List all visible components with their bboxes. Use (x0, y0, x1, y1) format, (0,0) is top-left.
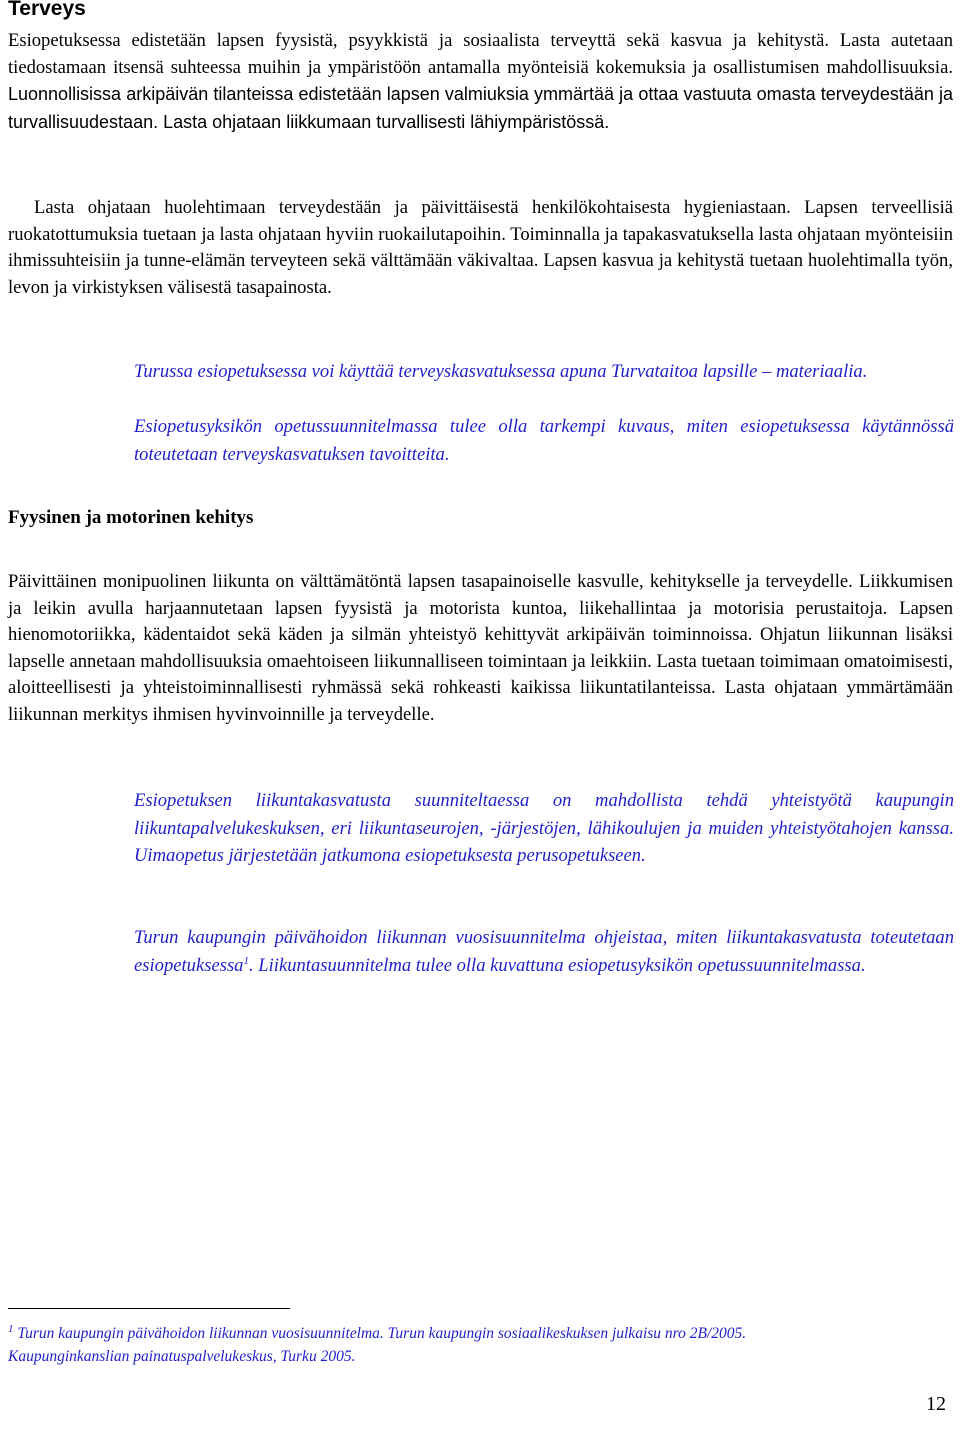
footnote-line-2: Kaupunginkanslian painatuspalvelukeskus, Turku 2005. (8, 1348, 356, 1365)
section-title-terveys: Terveys (8, 0, 86, 20)
terveys-paragraph-1 (8, 28, 953, 136)
section-title-fyysinen: Fyysinen ja motorinen kehitys (8, 507, 254, 528)
fyysinen-note-2 (134, 924, 954, 979)
fyysinen-paragraph-1: Päivittäinen monipuolinen liikunta on välttämätöntä lapsen tasapainoiselle kasvulle, kehitykselle ja terveydelle. Liikkumisen ja leikin avulla harjaannutetaan lapsen fyysistä ja motorista kuntoa, liikehallintaa ja motorisia perustaitoja. Lapsen hienomotoriikka, kädentaidot sekä käden ja silmän yhteistyö kehittyvät arkipäivän toiminnoissa. Ohjatun liikunnan lisäksi lapselle annetaan mahdollisuuksia omaehtoiseen liikunnalliseen toimintaan ja leikkiin. Lasta tuetaan toimimaan omatoimisesti, aloitteellisesti ja yhteistoiminnallisesti ryhmässä sekä rohkeasti kaikissa liikuntatilanteissa. Lasta ohjataan ymmärtämään liikunnan merkitys ihmisen hyvinvoinnille ja terveydelle. (8, 571, 953, 725)
footnote-marker: 1 (8, 1322, 14, 1335)
footnote-line-1: Turun kaupungin päivähoidon liikunnan vuosisuunnitelma. Turun kaupungin sosiaalikeskuksen julkaisu nro 2B/2005. (17, 1325, 747, 1342)
fyysinen-note-2-text: Turun kaupungin päivähoidon liikunnan vuosisuunnitelma ohjeistaa, miten liikuntakasvatusta toteutetaan esiopetuksessa (134, 927, 954, 976)
terveys-paragraph-1-sans: Luonnollisissa arkipäivän tilanteissa edistetään lapsen valmiuksia ymmärtää ja ottaa vastuuta omasta terveydestään ja turvallisuudestaan. Lasta ohjataan liikkumaan turvallisesti lähiympäristössä. (8, 84, 953, 132)
footnote (8, 1322, 953, 1368)
footnote-divider (8, 1308, 290, 1309)
terveys-note-1: Turussa esiopetuksessa voi käyttää terveyskasvatuksessa apuna Turvataitoa lapsille – materiaalia. (134, 361, 868, 382)
terveys-paragraph-1-serif: Esiopetuksessa edistetään lapsen fyysistä, psyykkistä ja sosiaalista terveyttä sekä kasvua ja kehitystä. Lasta autetaan tiedostamaan itsensä suhteessa muihin ja ympäristöön antamalla myönteisiä kokemuksia ja osallistumisen mahdollisuuksia. (8, 30, 953, 78)
fyysinen-note-1: Esiopetuksen liikuntakasvatusta suunniteltaessa on mahdollista tehdä yhteistyötä kaupungin liikuntapalvelukeskuksen, eri liikuntaseurojen, -järjestöjen, lähikoulujen ja muiden yhteistyötahojen kanssa. Uimaopetus järjestetään jatkumona esiopetuksesta perusopetukseen. (134, 790, 954, 866)
fyysinen-note-2-text-end: . Liikuntasuunnitelma tulee olla kuvattuna esiopetusyksikön opetussuunnitelmassa. (248, 954, 866, 976)
terveys-paragraph-2: Lasta ohjataan huolehtimaan terveydestään ja päivittäisestä henkilökohtaisesta hygieniastaan. Lapsen terveellisiä ruokatottumuksia tuetaan ja lasta ohjataan hyviin ruokailutapoihin. Toiminnalla ja tapakasvatuksella lasta ohjataan myönteisiin ihmissuhteisiin ja tunne-elämän terveyteen sekä välttämään väkivaltaa. Lapsen kasvua ja kehitystä tuetaan huolehtimalla työn, levon ja virkistyksen välisestä tasapainosta. (8, 197, 953, 298)
footnote-reference[interactable]: 1 (243, 954, 249, 967)
terveys-note-2: Esiopetusyksikön opetussuunnitelmassa tulee olla tarkempi kuvaus, miten esiopetuksessa käytännössä toteutetaan terveyskasvatuksen tavoitteita. (134, 416, 954, 465)
page-number: 12 (926, 1393, 946, 1415)
